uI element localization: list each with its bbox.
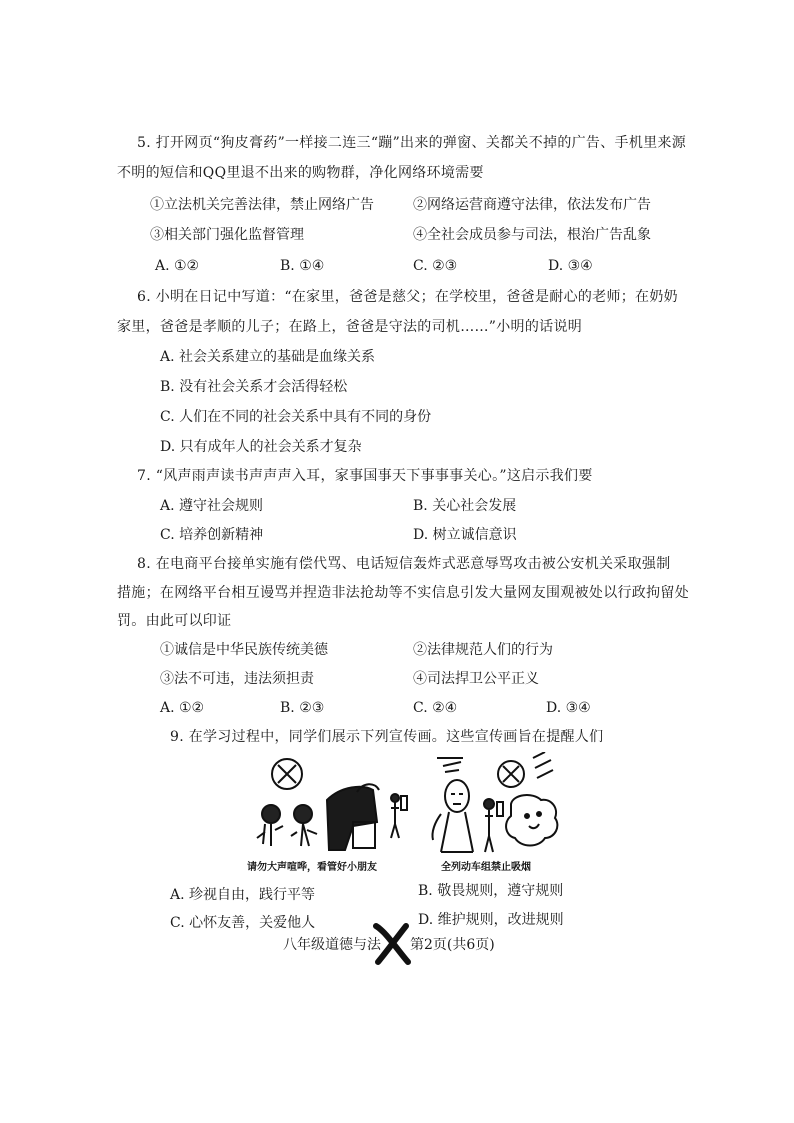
footer-subject: 八年级道德与法 <box>283 937 381 953</box>
q7-option-c: C. 培养创新精神 <box>160 527 264 543</box>
q9-stem: 9. 在学习过程中，同学们展示下列宣传画。这些宣传画旨在提醒人们 <box>170 729 604 745</box>
q8-statement-4: ④司法捍卫公平正义 <box>413 671 539 687</box>
q7-option-b: B. 关心社会发展 <box>413 498 517 514</box>
q9-posters <box>245 752 575 874</box>
q9-option-b: B. 敬畏规则，遵守规则 <box>418 883 564 899</box>
q5-option-a: A. ①② <box>155 258 200 274</box>
q8-stem-line-2: 措施；在网络平台相互谩骂并捏造非法抢劫等不实信息引发大量网友围观被处以行政拘留处 <box>117 585 689 601</box>
q8-option-b: B. ②③ <box>280 700 325 716</box>
q7-stem: 7. “风声雨声读书声声声入耳，家事国事天下事事事关心。”这启示我们要 <box>137 468 593 484</box>
q8-option-c: C. ②④ <box>413 700 458 716</box>
q7-option-a: A. 遵守社会规则 <box>160 498 264 514</box>
attendant-figure-icon <box>391 794 399 802</box>
q6-option-d: D. 只有成年人的社会关系才复杂 <box>160 439 362 455</box>
poster-1-caption: 请勿大声喧哗，看管好小朋友 <box>247 862 377 873</box>
q6-option-c: C. 人们在不同的社会关系中具有不同的身份 <box>160 409 432 425</box>
q6-stem-line-2: 家里，爸爸是孝顺的儿子；在路上，爸爸是守法的司机……”小明的话说明 <box>117 319 583 335</box>
q6-option-a: A. 社会关系建立的基础是血缘关系 <box>160 349 376 365</box>
q8-option-d: D. ③④ <box>546 700 591 716</box>
passenger-figure-icon <box>445 780 469 812</box>
child-figure-icon <box>294 805 312 823</box>
child-figure-icon <box>262 805 280 823</box>
poster-2-caption: 全列动车组禁止吸烟 <box>441 862 531 873</box>
q5-option-c: C. ②③ <box>413 258 458 274</box>
q5-stem-line-1: 5. 打开网页“狗皮膏药”一样接二连三“蹦”出来的弹窗、关都关不掉的广告、手机里来源 <box>137 135 687 151</box>
q5-statement-2: ②网络运营商遵守法律，依法发布广告 <box>413 197 651 213</box>
q7-option-d: D. 树立诚信意识 <box>413 527 517 543</box>
handwritten-mark-icon <box>372 922 412 966</box>
q8-stem-line-1: 8. 在电商平台接单实施有偿代骂、电话短信轰炸式恶意辱骂攻击被公安机关采取强制 <box>137 556 671 572</box>
q5-statement-4: ④全社会成员参与司法，根治广告乱象 <box>413 227 651 243</box>
q6-option-b: B. 没有社会关系才会活得轻松 <box>160 379 348 395</box>
q9-option-d: D. 维护规则，改进规则 <box>418 912 564 928</box>
attendant-figure-icon <box>484 799 494 809</box>
q6-stem-line-1: 6. 小明在日记中写道：“在家里，爸爸是慈父；在学校里，爸爸是耐心的老师；在奶奶 <box>137 289 678 305</box>
footer-page-number: 第2页(共6页) <box>410 937 495 953</box>
q5-statement-1: ①立法机关完善法律，禁止网络广告 <box>150 197 374 213</box>
q8-option-a: A. ①② <box>160 700 205 716</box>
q5-statement-3: ③相关部门强化监督管理 <box>150 227 304 243</box>
q9-option-a: A. 珍视自由，践行平等 <box>170 887 316 903</box>
q8-statement-1: ①诚信是中华民族传统美德 <box>160 642 328 658</box>
q8-statement-2: ②法律规范人们的行为 <box>413 642 553 658</box>
q5-stem-line-2: 不明的短信和QQ里退不出来的购物群，净化网络环境需要 <box>117 165 484 181</box>
q5-option-d: D. ③④ <box>548 258 593 274</box>
q9-poster-illustration <box>245 752 575 874</box>
smoke-cloud-icon <box>506 795 557 845</box>
q5-option-b: B. ①④ <box>280 258 325 274</box>
q8-stem-line-3: 罚。由此可以印证 <box>117 613 232 629</box>
q9-option-c: C. 心怀友善，关爱他人 <box>170 915 316 931</box>
q8-statement-3: ③法不可违，违法须担责 <box>160 671 314 687</box>
